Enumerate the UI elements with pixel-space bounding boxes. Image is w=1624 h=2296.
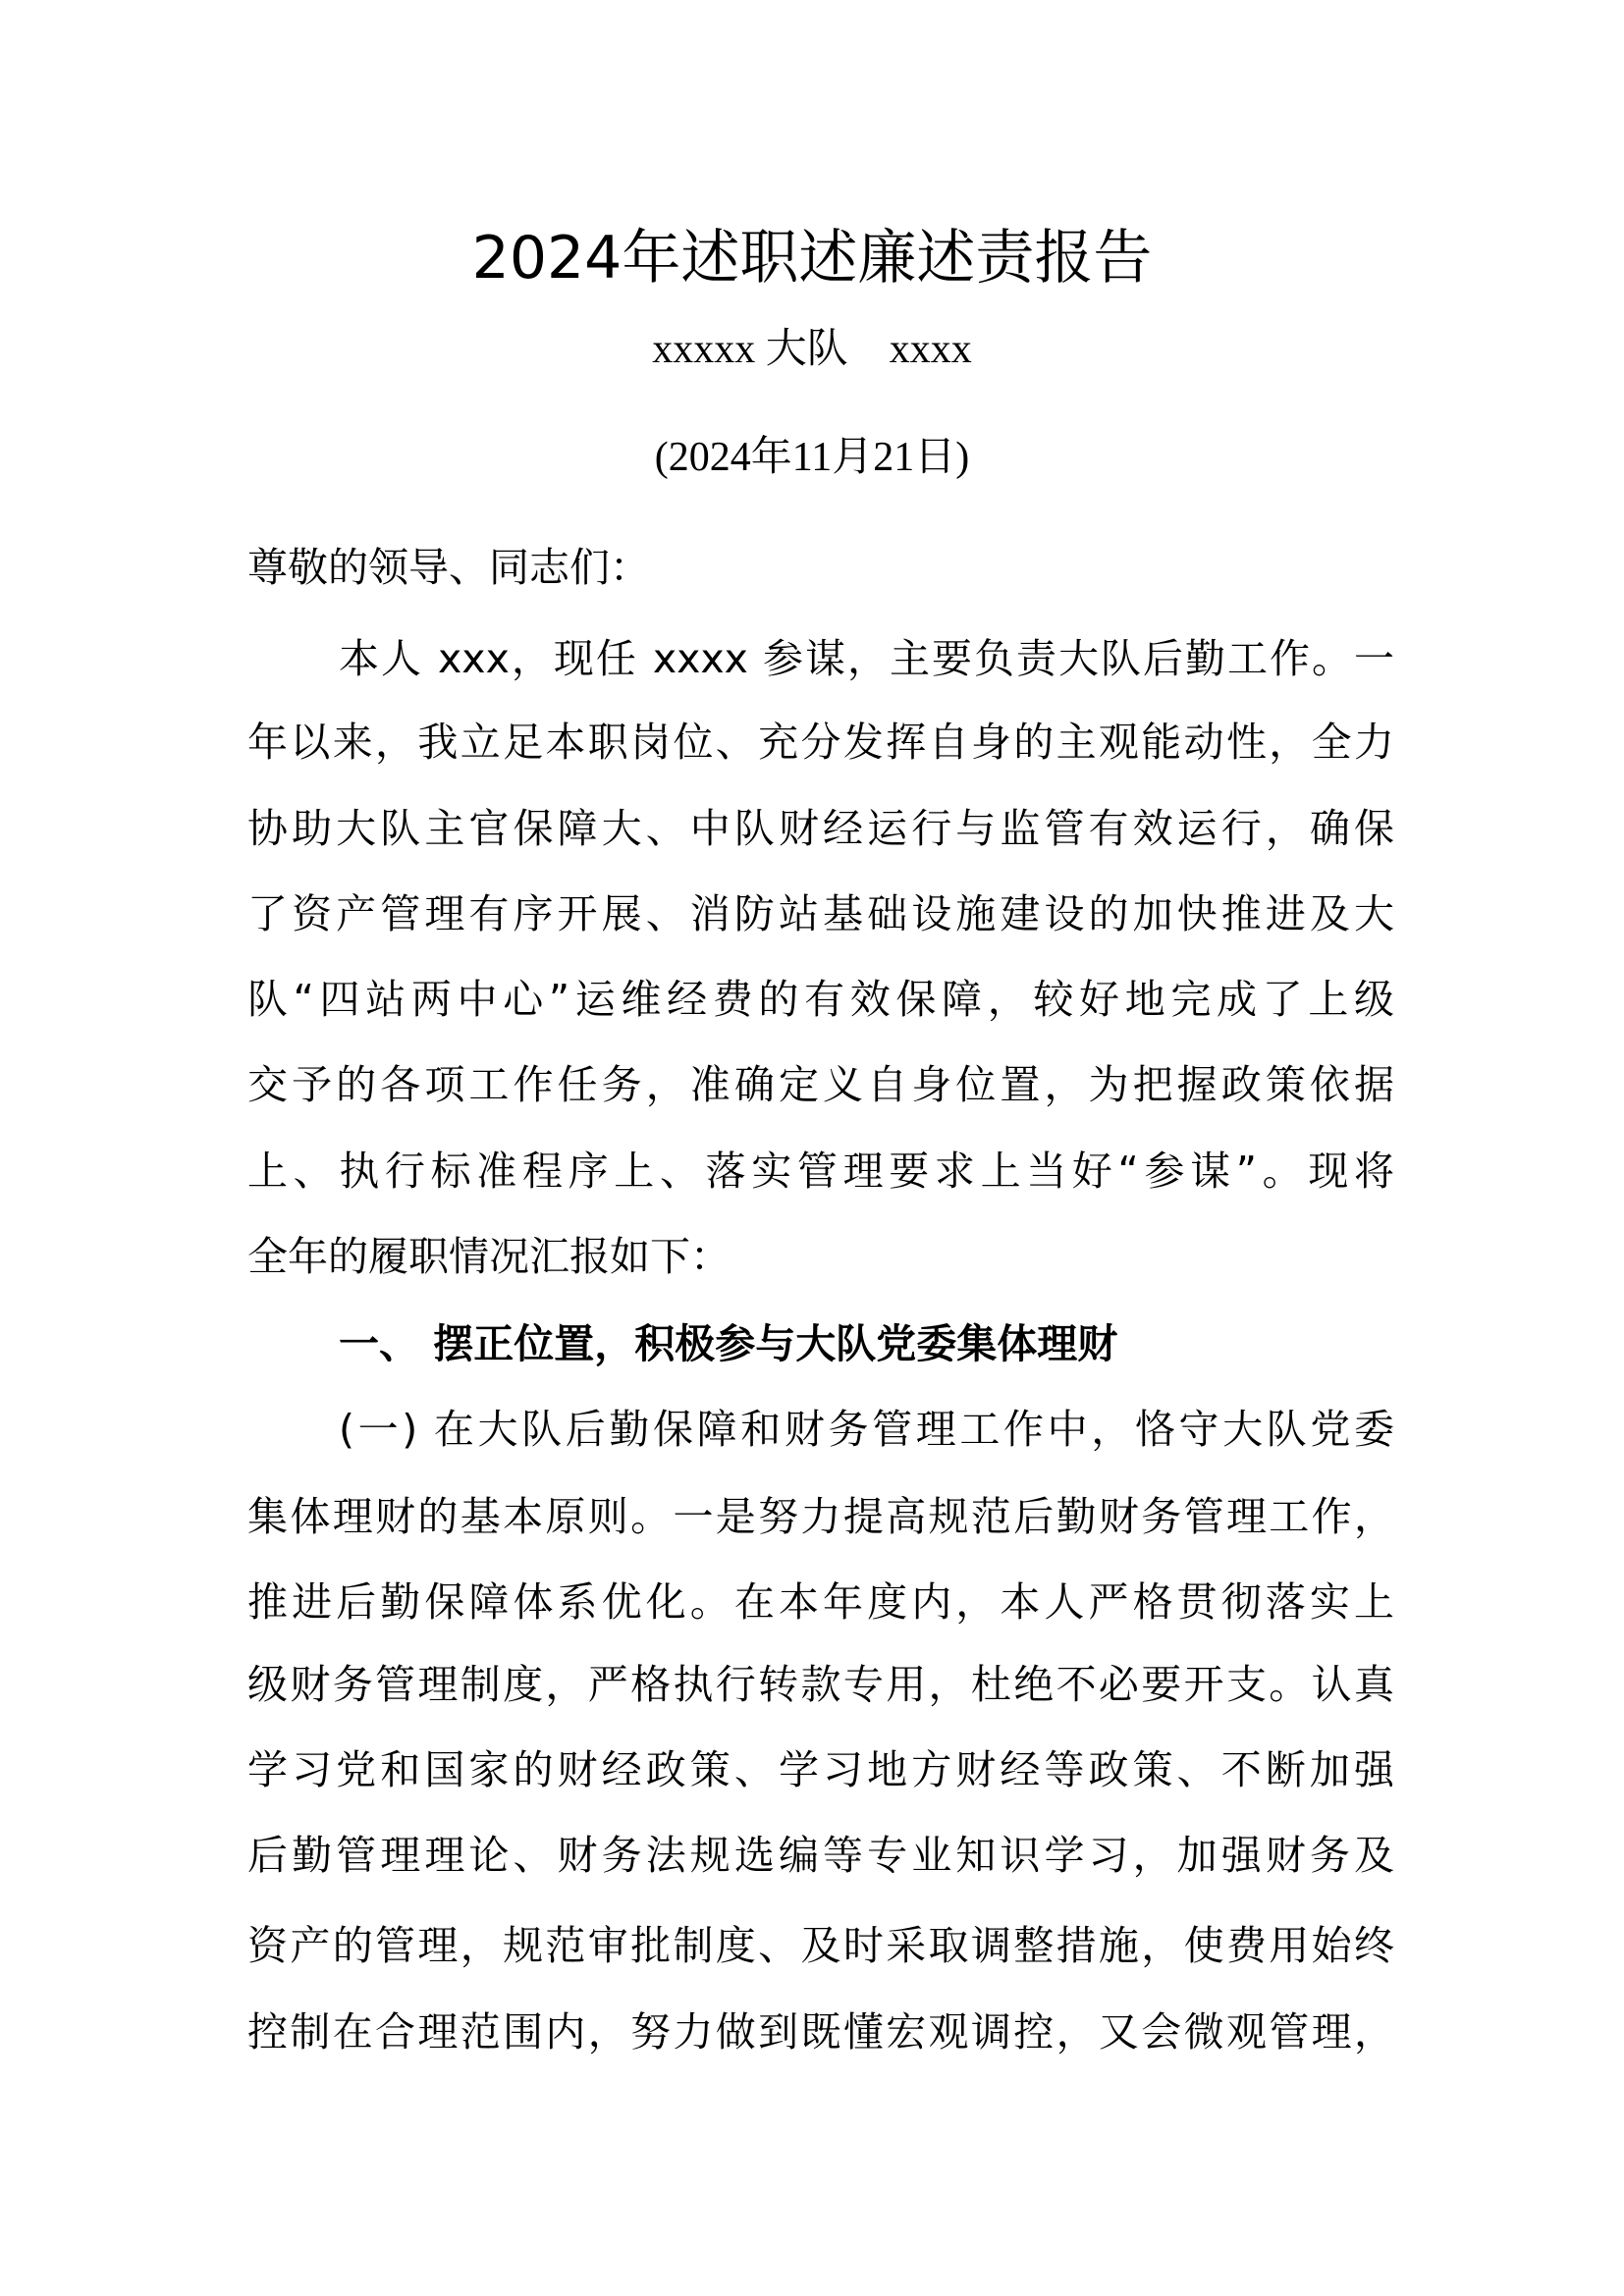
paragraph-line: 全年的履职情况汇报如下： <box>247 1233 731 1280</box>
paragraph-line: 上、执行标准程序上、落实管理要求上当好“参谋”。现将 <box>247 1148 1394 1195</box>
paragraph-line: 了资产管理有序开展、消防站基础设施建设的加快推进及大 <box>247 890 1394 937</box>
salutation: 尊敬的领导、同志们： <box>247 544 650 591</box>
paragraph-line: 交予的各项工作任务，准确定义自身位置，为把握政策依据 <box>247 1061 1394 1108</box>
paragraph-line: 集体理财的基本原则。一是努力提高规范后勤财务管理工作， <box>247 1493 1394 1540</box>
paragraph-line: 年以来，我立足本职岗位、充分发挥自身的主观能动性，全力 <box>247 719 1394 766</box>
paragraph-line: (一) 在大队后勤保障和财务管理工作中，恪守大队党委 <box>339 1406 1394 1453</box>
paragraph-line: 队“四站两中心”运维经费的有效保障，较好地完成了上级 <box>247 976 1394 1023</box>
document-title: 2024年述职述廉述责报告 <box>471 224 1153 293</box>
paragraph-line: 本人 xxx，现任 xxxx 参谋，主要负责大队后勤工作。一 <box>339 635 1394 682</box>
paragraph-line: 推进后勤保障体系优化。在本年度内，本人严格贯彻落实上 <box>247 1578 1394 1626</box>
paragraph-line: 后勤管理理论、财务法规选编等专业知识学习，加强财务及 <box>247 1832 1394 1879</box>
paragraph-line: 协助大队主官保障大、中队财经运行与监管有效运行，确保 <box>247 805 1394 852</box>
section-heading: 一、 摆正位置，积极参与大队党委集体理财 <box>339 1320 1118 1367</box>
report-date: (2024年11月21日) <box>654 435 970 480</box>
unit-author-line: xxxxx 大队 xxxx <box>652 327 972 372</box>
paragraph-line: 学习党和国家的财经政策、学习地方财经等政策、不断加强 <box>247 1746 1394 1793</box>
paragraph-line: 控制在合理范围内，努力做到既懂宏观调控，又会微观管理， <box>247 2008 1394 2056</box>
paragraph-line: 资产的管理，规范审批制度、及时采取调整措施，使费用始终 <box>247 1922 1394 1969</box>
paragraph-line: 级财务管理制度，严格执行转款专用，杜绝不必要开支。认真 <box>247 1661 1394 1708</box>
